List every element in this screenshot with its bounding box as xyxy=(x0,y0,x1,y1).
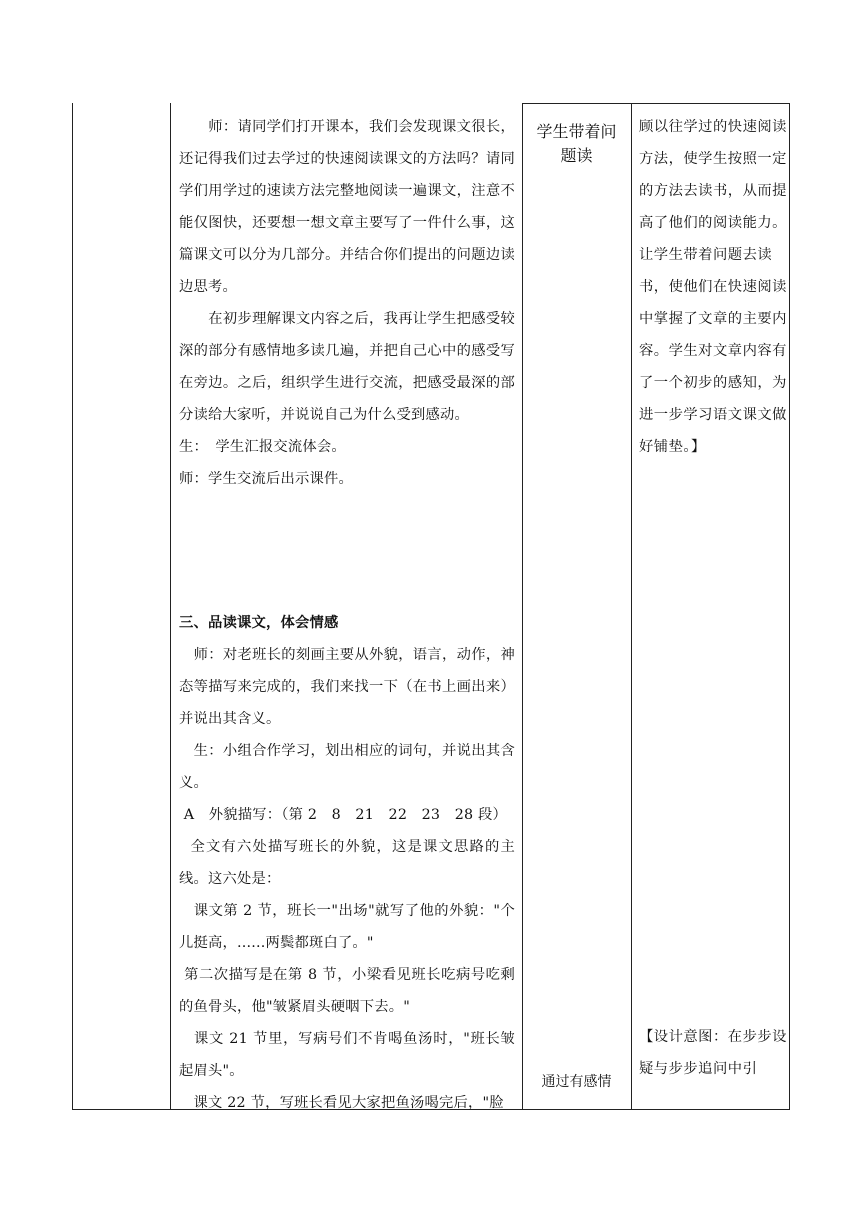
table-border-left xyxy=(72,103,73,1110)
column-divider-3 xyxy=(631,103,632,1110)
paragraph-teacher-reading: 师：请同学们打开课本，我们会发现课文很长，还记得我们过去学过的快速阅读课文的方法吗？请同学们用学过的速读方法完整地阅读一遍课文，注意不能仅图快，还要想一想文章主要写了一件什么事，这篇课文可以分为几部分。并结合你们提出的问题边读边思考。 xyxy=(179,119,515,295)
lesson-plan-table xyxy=(72,103,790,1110)
paragraph-section-22: 课文 22 节，写班长看见大家把鱼汤喝完后，"脸 xyxy=(179,1095,504,1110)
intent-design-note: 【设计意图：在步步设疑与步步追问中引 xyxy=(639,1029,787,1077)
paragraph-student-report: 生： 学生汇报交流体会。 xyxy=(179,439,346,455)
column-divider-2 xyxy=(522,103,523,1110)
paragraph-student-group: 生：小组合作学习，划出相应的词句，并说出其含义。 xyxy=(179,743,515,791)
intent-fast-reading: 顾以往学过的快速阅读方法，使学生按照一定的方法去读书，从而提高了他们的阅读能力。让学生带着问题去读书，使他们在快速阅读中掌握了文章的主要内容。学生对文章内容有了一个初步的感知，为进一步学习语文课文做好铺垫。】 xyxy=(639,119,787,455)
column-divider-1 xyxy=(170,103,171,1110)
paragraph-appearance-heading: A 外貌描写：（第 2 8 21 22 23 28 段） xyxy=(179,807,508,823)
section-heading: 三、品读课文，体会情感 xyxy=(179,615,339,631)
student-activity-column xyxy=(524,103,629,1110)
design-intent-column xyxy=(637,103,791,1110)
paragraph-initial-understanding: 在初步理解课文内容之后，我再让学生把感受较深的部分有感情地多读几遍，并把自己心中的感受写在旁边。之后，组织学生进行交流，把感受最深的部分读给大家听，并说说自己为什么受到感动。 xyxy=(179,311,515,423)
paragraph-section-21: 课文 21 节里，写病号们不肯喝鱼汤时，"班长皱起眉头"。 xyxy=(179,1031,515,1079)
paragraph-teacher-description: 师：对老班长的刻画主要从外貌，语言，动作，神态等描写来完成的，我们来找一下（在书上画出来）并说出其含义。 xyxy=(179,647,515,727)
activity-read-with-questions: 学生带着问题读 xyxy=(536,122,617,165)
paragraph-six-appearances: 全文有六处描写班长的外貌，这是课文思路的主线。这六处是： xyxy=(179,839,515,887)
teaching-process-column xyxy=(174,103,520,1110)
paragraph-section-2: 课文第 2 节，班长一"出场"就写了他的外貌："个儿挺高，......两鬓都斑白了。" xyxy=(179,903,515,951)
paragraph-section-8: 第二次描写是在第 8 节，小梁看见班长吃病号吃剩的鱼骨头，他"皱紧眉头硬咽下去。" xyxy=(179,967,515,1015)
activity-emotional-reading: 通过有感情 xyxy=(541,1074,612,1090)
paragraph-teacher-courseware: 师：学生交流后出示课件。 xyxy=(179,471,353,487)
